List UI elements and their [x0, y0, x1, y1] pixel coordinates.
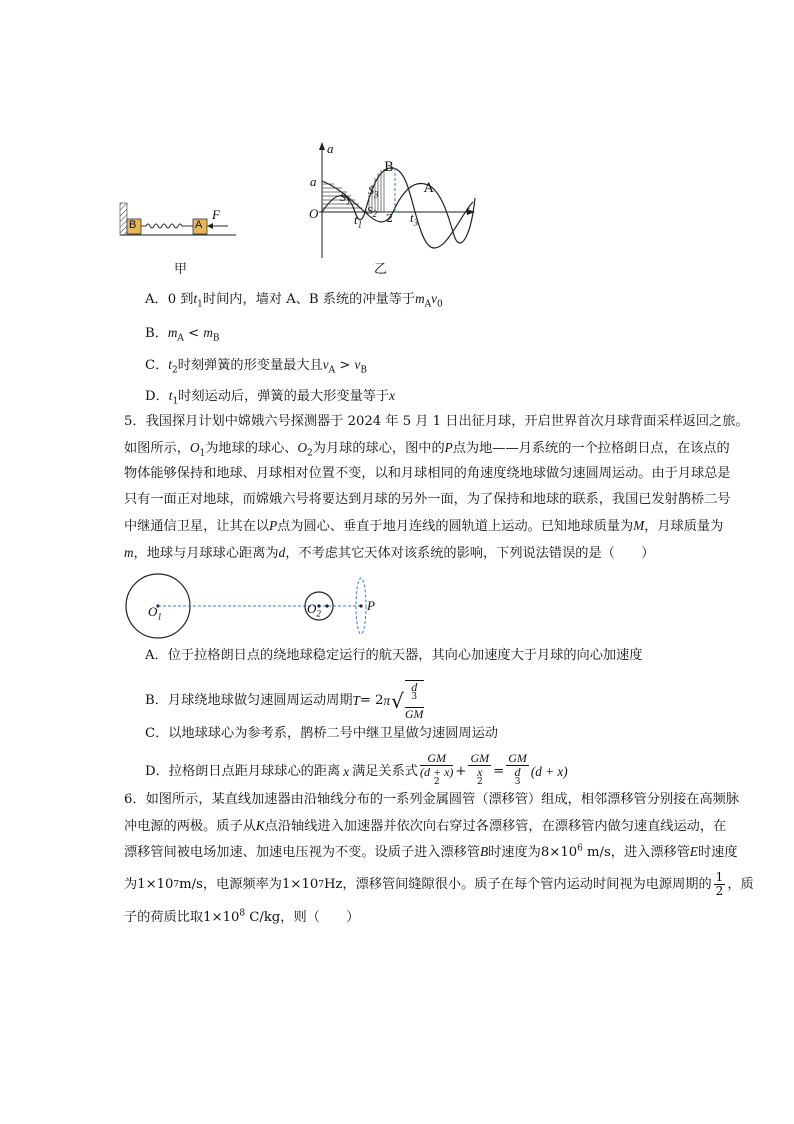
s2-label: $S_2$ — [367, 205, 377, 220]
q5-line-3: 物体能够保持和地球、月球相对位置不变，以和月球相同的角速度绕地球做匀速圆周运动。由于月球总是 — [124, 466, 731, 481]
q5-line-6: m，地球与月球球心距离为d，不考虑其它天体对该系统的影响，下列说法错误的是（ ） — [124, 545, 655, 561]
q5-line-1: 5．我国探月计划中嫦娥六号探测器于 2024 年 5 月 1 日出征月球，开启世界首次月球背面采样返回之旅。 — [124, 414, 749, 429]
sqrt-sign: √ — [391, 688, 404, 713]
q5-option-b[interactable]: B．月球绕地球做匀速圆周运动周期 T = 2 π √ d $^3$ GM — [145, 680, 424, 721]
q4-option-c[interactable]: C．$t_2$时刻弹簧的形变量最大且$v_A > v_B$ — [145, 357, 368, 376]
q6-line-5: 子的荷质比取$1\times 10^8$ C/kg，则（ ） — [124, 908, 360, 925]
half-fraction: $\frac{1}{2}$ — [715, 870, 724, 898]
q6-line-4: 为 1×10 7 m/s ，电源频率为 1×10 7 Hz ，漂移管间缝隙很小。质子在每个管内运动时间视为电源周期的 $\frac{1}{2}$ ，质 — [124, 870, 754, 898]
wall — [120, 203, 127, 235]
s3-label: $S_3$ — [368, 183, 379, 200]
a-axis-arrow — [319, 142, 325, 150]
block-a-label: A — [195, 219, 203, 231]
force-label: F — [212, 207, 220, 222]
spring — [141, 224, 193, 228]
q5-option-c[interactable]: C．以地球球心为参考系，鹊桥二号中继卫星做匀速圆周运动 — [145, 726, 498, 741]
p-point — [359, 604, 362, 607]
q5-option-d[interactable]: D．拉格朗日点距月球球心的距离 x 满足关系式 GM (d + x) $^2$ + GM x $^2$ = GM d $^3$ (d + x) — [145, 752, 568, 792]
t3-label: $t_3$ — [410, 210, 419, 228]
curve-b-label: B — [384, 160, 394, 175]
force-arrowhead — [207, 223, 213, 229]
s1-label: $S_1$ — [340, 190, 351, 207]
t2-label: 2 — [386, 212, 393, 225]
moon-dot-right — [325, 604, 328, 607]
o1-label: $O_1$ — [148, 604, 162, 622]
q4-option-b[interactable]: B．$m_A < m_B$ — [145, 325, 220, 344]
q6-line-1: 6．如图所示，某直线加速器由沿轴线分布的一系列金属圆管（漂移管）组成，相邻漂移管分别接在高频脉 — [124, 792, 740, 807]
q6-line-2: 冲电源的两极。质子从K点沿轴线进入加速器并依次向右穿过各漂移管，在漂移管内做匀速直线运动，在 — [124, 818, 727, 834]
figure-yi-caption: 乙 — [374, 262, 388, 277]
q5-line-4: 只有一面正对地球，而嫦娥六号将要达到月球的另外一面，为了保持和地球的联系，我国已发射鹊桥二号 — [124, 492, 731, 507]
q5-line-2: 如图所示，$O_1$为地球的球心、$O_2$为月球的球心，图中的P点为地——月系统的一个拉格朗日点，在该点的 — [124, 440, 730, 459]
fraction-2: GM x $^2$ — [470, 751, 490, 787]
figure-yi-graph — [305, 140, 480, 260]
a-axis-label: a — [327, 141, 334, 156]
q4-option-a[interactable]: A．0 到$t_1$时间内，墙对 A、B 系统的冲量等于$m_Av_0$ — [145, 291, 443, 310]
origin-label: O — [309, 206, 319, 221]
figure-jia-caption: 甲 — [174, 262, 188, 277]
period-fraction: d $^3$ GM — [404, 680, 424, 721]
t1-label: $t_1$ — [354, 212, 363, 230]
fraction-1: GM (d + x) $^2$ — [420, 751, 454, 787]
p-label: P — [367, 598, 375, 613]
block-b-label: B — [129, 219, 137, 231]
o2-label: $O_2$ — [307, 601, 321, 619]
figure-jia — [118, 195, 238, 240]
t-axis-label: t — [466, 202, 470, 217]
a0-label: a — [310, 174, 317, 189]
q5-option-a[interactable]: A．位于拉格朗日点的绕地球稳定运行的航天器，其向心加速度大于月球的向心加速度 — [145, 648, 643, 663]
curve-a-label: A — [424, 181, 434, 196]
q6-line-3: 漂移管间被电场加速、加速电压视为不变。设质子进入漂移管B时速度为$8\times 10^6$ m/s，进入漂移管E时速度 — [124, 843, 738, 860]
q5-line-5: 中继通信卫星，让其在以P点为圆心、垂直于地月连线的圆轨道上运动。已知地球质量为M，月球质量为 — [124, 518, 724, 534]
fraction-3: GM d $^3$ — [508, 751, 527, 787]
q4-option-d[interactable]: D．$t_1$时刻运动后，弹簧的最大形变量等于x — [145, 388, 396, 407]
